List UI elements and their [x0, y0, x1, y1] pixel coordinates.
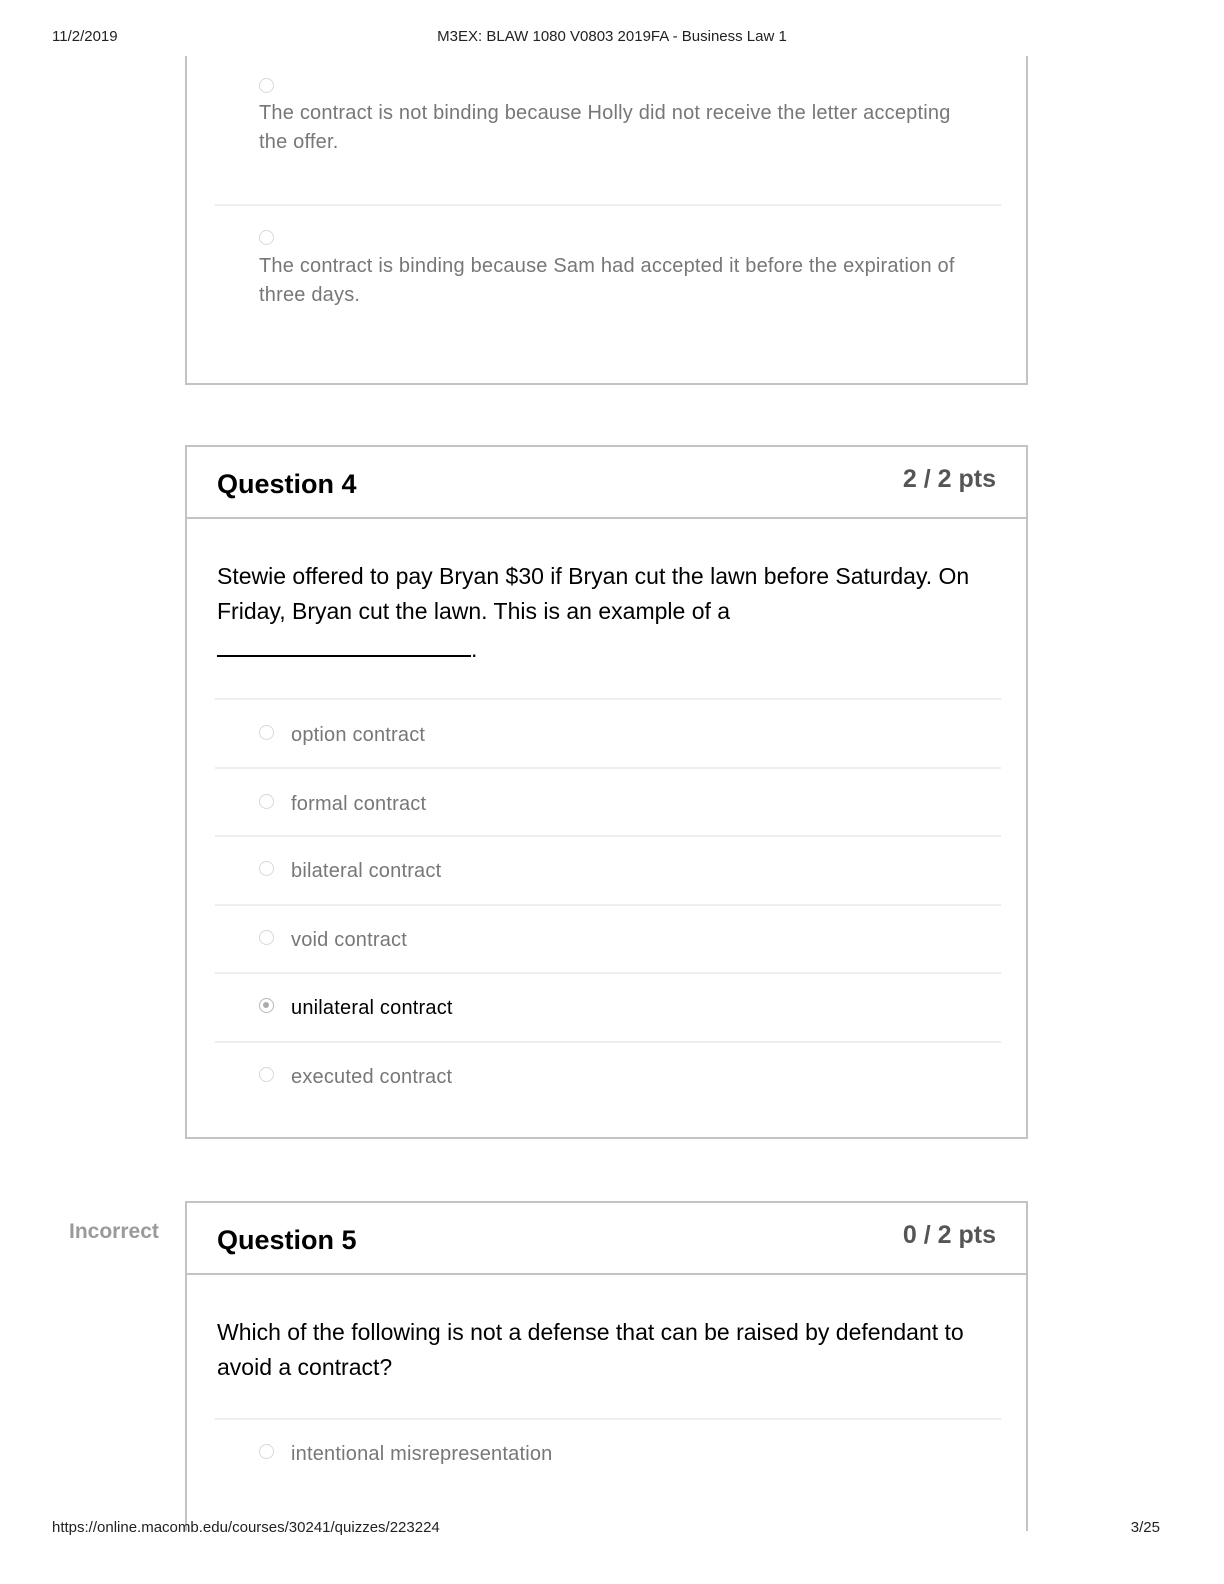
print-header: [0, 28, 1224, 48]
radio-button[interactable]: [259, 861, 274, 876]
answer-text: executed contract: [291, 1066, 453, 1088]
question-points: 2 / 2 pts: [902, 465, 996, 493]
answer-option[interactable]: [215, 767, 1001, 835]
radio-button[interactable]: [259, 1067, 274, 1082]
answer-option[interactable]: [215, 698, 1001, 767]
radio-button[interactable]: [259, 794, 274, 809]
radio-button[interactable]: [259, 1444, 274, 1459]
answer-text: The contract is not binding because Holly did not receive the letter accepting the offer.: [259, 102, 951, 153]
answer-text: void contract: [291, 929, 407, 951]
radio-button[interactable]: [259, 230, 274, 245]
question-text-end: .: [471, 636, 478, 662]
answer-option[interactable]: [215, 1418, 1001, 1508]
answer-text: option contract: [291, 724, 426, 746]
answer-text: formal contract: [291, 793, 427, 815]
question-3-continued: [185, 56, 1028, 385]
question-header: [187, 1203, 1026, 1275]
print-date: 11/2/2019: [52, 28, 118, 45]
answer-text: unilateral contract: [291, 997, 453, 1019]
question-5: [185, 1201, 1028, 1531]
answer-option[interactable]: [215, 56, 1001, 204]
print-page-number: 3/25: [1130, 1519, 1160, 1536]
answer-option[interactable]: [215, 835, 1001, 904]
answer-text: bilateral contract: [291, 860, 442, 882]
answer-option[interactable]: [215, 204, 1001, 354]
question-status-label: Incorrect: [69, 1220, 159, 1243]
answer-blank: [217, 629, 471, 657]
answer-option[interactable]: [215, 904, 1001, 972]
radio-button-selected[interactable]: [259, 998, 274, 1013]
answer-option-selected[interactable]: [215, 972, 1001, 1041]
answer-option[interactable]: [215, 1041, 1001, 1132]
question-points: 0 / 2 pts: [902, 1221, 996, 1249]
radio-button[interactable]: [259, 78, 274, 93]
question-text-body: Stewie offered to pay Bryan $30 if Bryan cut the lawn before Saturday. On Friday, Bryan cut the lawn. This is an example of a: [217, 563, 970, 624]
question-header: [187, 447, 1026, 519]
print-url: https://online.macomb.edu/courses/30241/quizzes/223224: [52, 1519, 440, 1536]
answer-text: intentional misrepresentation: [291, 1443, 553, 1465]
radio-button[interactable]: [259, 725, 274, 740]
question-title: Question 5: [217, 1225, 357, 1255]
question-text: Which of the following is not a defense that can be raised by defendant to avoid a contract?: [217, 1319, 964, 1380]
answer-text: The contract is binding because Sam had accepted it before the expiration of three days.: [259, 255, 955, 306]
question-title: Question 4: [217, 469, 357, 499]
question-text: [217, 559, 987, 667]
question-4: [185, 445, 1028, 1139]
print-footer: [0, 1519, 1224, 1539]
print-page-title: M3EX: BLAW 1080 V0803 2019FA - Business Law 1: [437, 28, 787, 45]
radio-button[interactable]: [259, 930, 274, 945]
